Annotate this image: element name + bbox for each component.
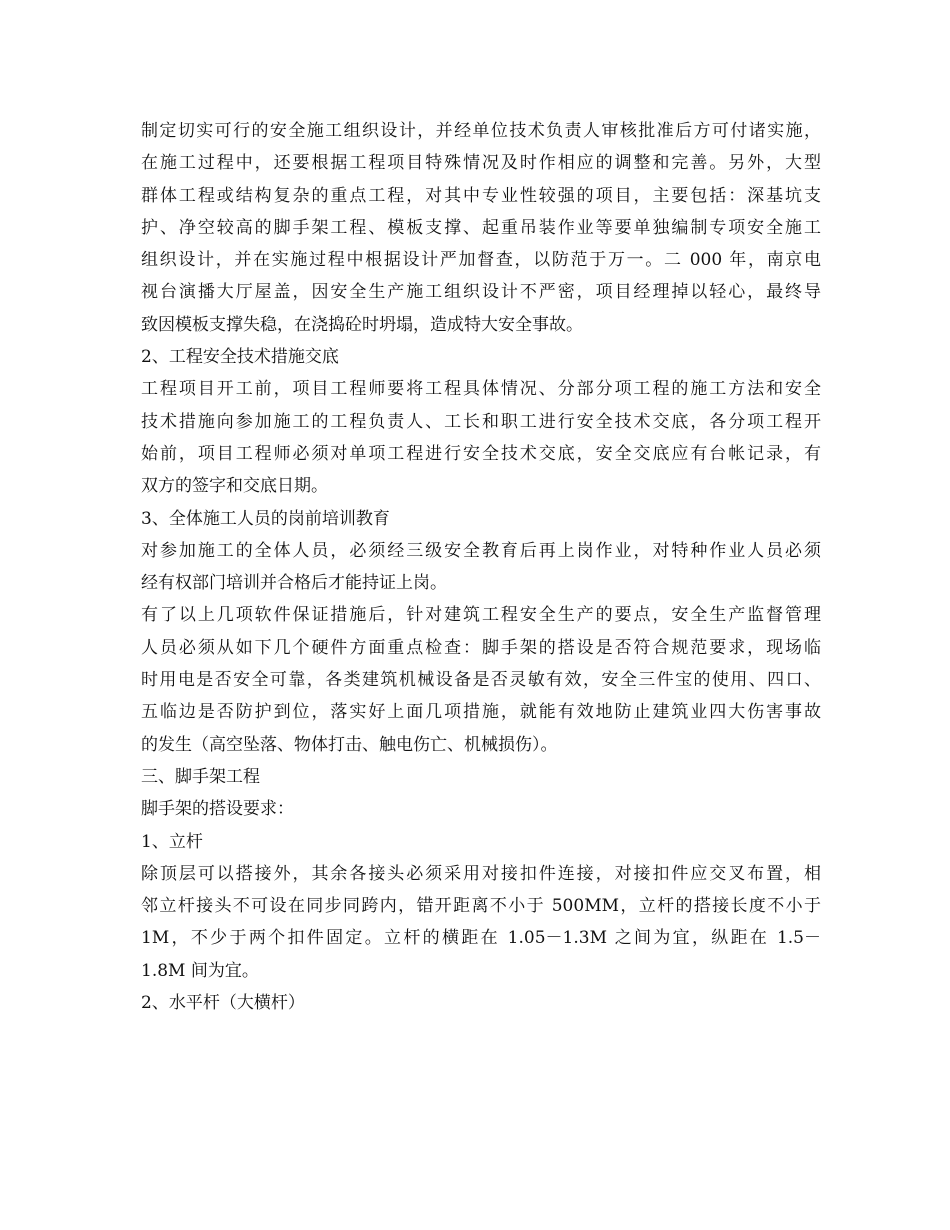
text-line: 视台演播大厅屋盖，因安全生产施工组织设计不严密，项目经理掉以轻心，最终导 [141, 282, 821, 303]
text-line: 致因模板支撑失稳，在浇捣砼时坍塌，造成特大安全事故。 [141, 314, 583, 335]
text-line: 2、水平杆（大横杆） [141, 993, 305, 1014]
text-line: 组织设计，并在实施过程中根据设计严加督查，以防范于万一。二 000 年，南京电 [141, 250, 821, 271]
text-line: 邻立杆接头不可设在同步同跨内，错开距离不小于 500MM，立杆的搭接长度不小于 [141, 896, 821, 917]
text-line: 3、全体施工人员的岗前培训教育 [141, 508, 390, 529]
text-line: 群体工程或结构复杂的重点工程，对其中专业性较强的项目，主要包括：深基坑支 [141, 185, 821, 206]
text-line: 人员必须从如下几个硬件方面重点检查：脚手架的搭设是否符合规范要求，现场临 [141, 637, 821, 658]
text-line: 始前，项目工程师必须对单项工程进行安全技术交底，安全交底应有台帐记录，有 [141, 443, 821, 464]
text-line: 三、脚手架工程 [141, 766, 260, 787]
text-line: 1M，不少于两个扣件固定。立杆的横距在 1.05－1.3M 之间为宜，纵距在 1.5－ [141, 928, 821, 949]
text-line: 护、净空较高的脚手架工程、模板支撑、起重吊装作业等要单独编制专项安全施工 [141, 217, 821, 238]
text-line: 五临边是否防护到位，落实好上面几项措施，就能有效地防止建筑业四大伤害事故 [141, 702, 821, 723]
text-line: 经有权部门培训并合格后才能持证上岗。 [141, 573, 447, 594]
text-line: 1.8M 间为宜。 [141, 960, 259, 981]
text-line: 时用电是否安全可靠，各类建筑机械设备是否灵敏有效，安全三件宝的使用、四口、 [141, 670, 821, 691]
text-line: 1、立杆 [141, 831, 203, 852]
document-body [141, 115, 821, 1019]
text-line: 脚手架的搭设要求： [141, 799, 294, 820]
text-line: 的发生（高空坠落、物体打击、触电伤亡、机械损伤）。 [141, 734, 558, 755]
text-line: 工程项目开工前，项目工程师要将工程具体情况、分部分项工程的施工方法和安全 [141, 379, 821, 400]
text-line: 制定切实可行的安全施工组织设计，并经单位技术负责人审核批准后方可付诸实施， [141, 121, 821, 141]
text-line: 对参加施工的全体人员，必须经三级安全教育后再上岗作业，对特种作业人员必须 [141, 540, 821, 561]
text-line: 除顶层可以搭接外，其余各接头必须采用对接扣件连接，对接扣件应交叉布置，相 [141, 863, 821, 884]
text-line: 双方的签字和交底日期。 [141, 476, 328, 497]
text-line: 在施工过程中，还要根据工程项目特殊情况及时作相应的调整和完善。另外，大型 [141, 153, 821, 174]
text-line: 2、工程安全技术措施交底 [141, 347, 339, 368]
text-line: 有了以上几项软件保证措施后，针对建筑工程安全生产的要点，安全生产监督管理 [141, 605, 821, 626]
text-line: 技术措施向参加施工的工程负责人、工长和职工进行安全技术交底，各分项工程开 [141, 411, 821, 432]
